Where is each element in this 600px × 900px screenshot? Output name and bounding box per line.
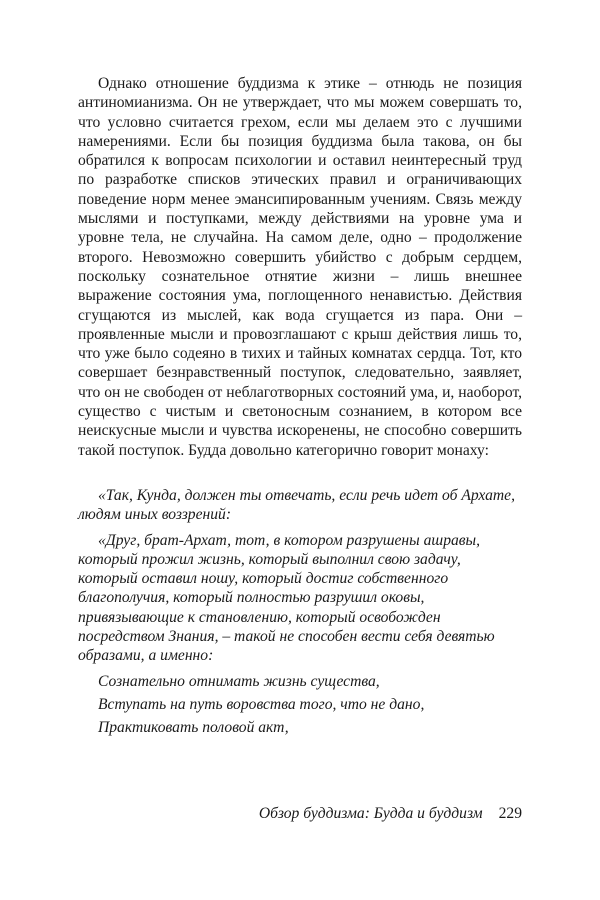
quotation-block (78, 486, 522, 738)
running-title: Обзор буддизма: Будда и буддизм (258, 805, 483, 822)
quote-body: «Друг, брат-Архат, тот, в котором разрушены ашравы, который прожил жизнь, который выполнил свою задачу, который оставил ношу, который достиг собственного благополучия, который полностью разрушил оковы, привязывающие к становлению, который освобожден посредством Знания, – такой не способен вести себя девятью образами, а именно: (78, 531, 495, 665)
quote-line: Вступать на путь воровства того, что не дано, (98, 695, 425, 713)
main-paragraph: Однако отношение буддизма к этике – отнюдь не позиция антиномианизма. Он не утверждает, что мы можем совершать то, что условно считается грехом, если мы делаем это с лучшими намерениями. Если бы позиция буддизма была такова, он бы обратился к вопросам психологии и оставил неинтересный труд по разработке списков этических правил и ограничивающих поведение норм менее эмансипированным учениям. Связь между мыслями и поступками, между действиями на уровне ума и уровне тела, не случайна. На самом деле, одно – продолжение второго. Невозможно совершить убийство с добрым сердцем, поскольку сознательное отнятие жизни – лишь внешнее выражение состояния ума, поглощенного ненавистью. Действия сгущаются из мыслей, как вода сгущается из пара. Они – проявленные мысли и провозглашают с крыш действия лишь то, что уже было содеяно в тихих и тайных комнатах сердца. Тот, кто совершает безнравственный поступок, следовательно, заявляет, что он не свободен от неблаготворных состояний ума, и, наоборот, существо с чистым и светоносным сознанием, в котором все неискусные мысли и чувства искоренены, не способно совершить такой поступок. Будда довольно категорично говорит монаху: (78, 75, 522, 459)
page-footer (78, 804, 522, 823)
quote-line: Практиковать половой акт, (98, 719, 289, 737)
quote-line: Сознательно отнимать жизнь существа, (98, 672, 380, 690)
page-number: 229 (498, 805, 522, 822)
page-content (78, 74, 522, 742)
quote-intro: «Так, Кунда, должен ты отвечать, если речь идет об Архате, людям иных воззрений: (78, 486, 515, 524)
